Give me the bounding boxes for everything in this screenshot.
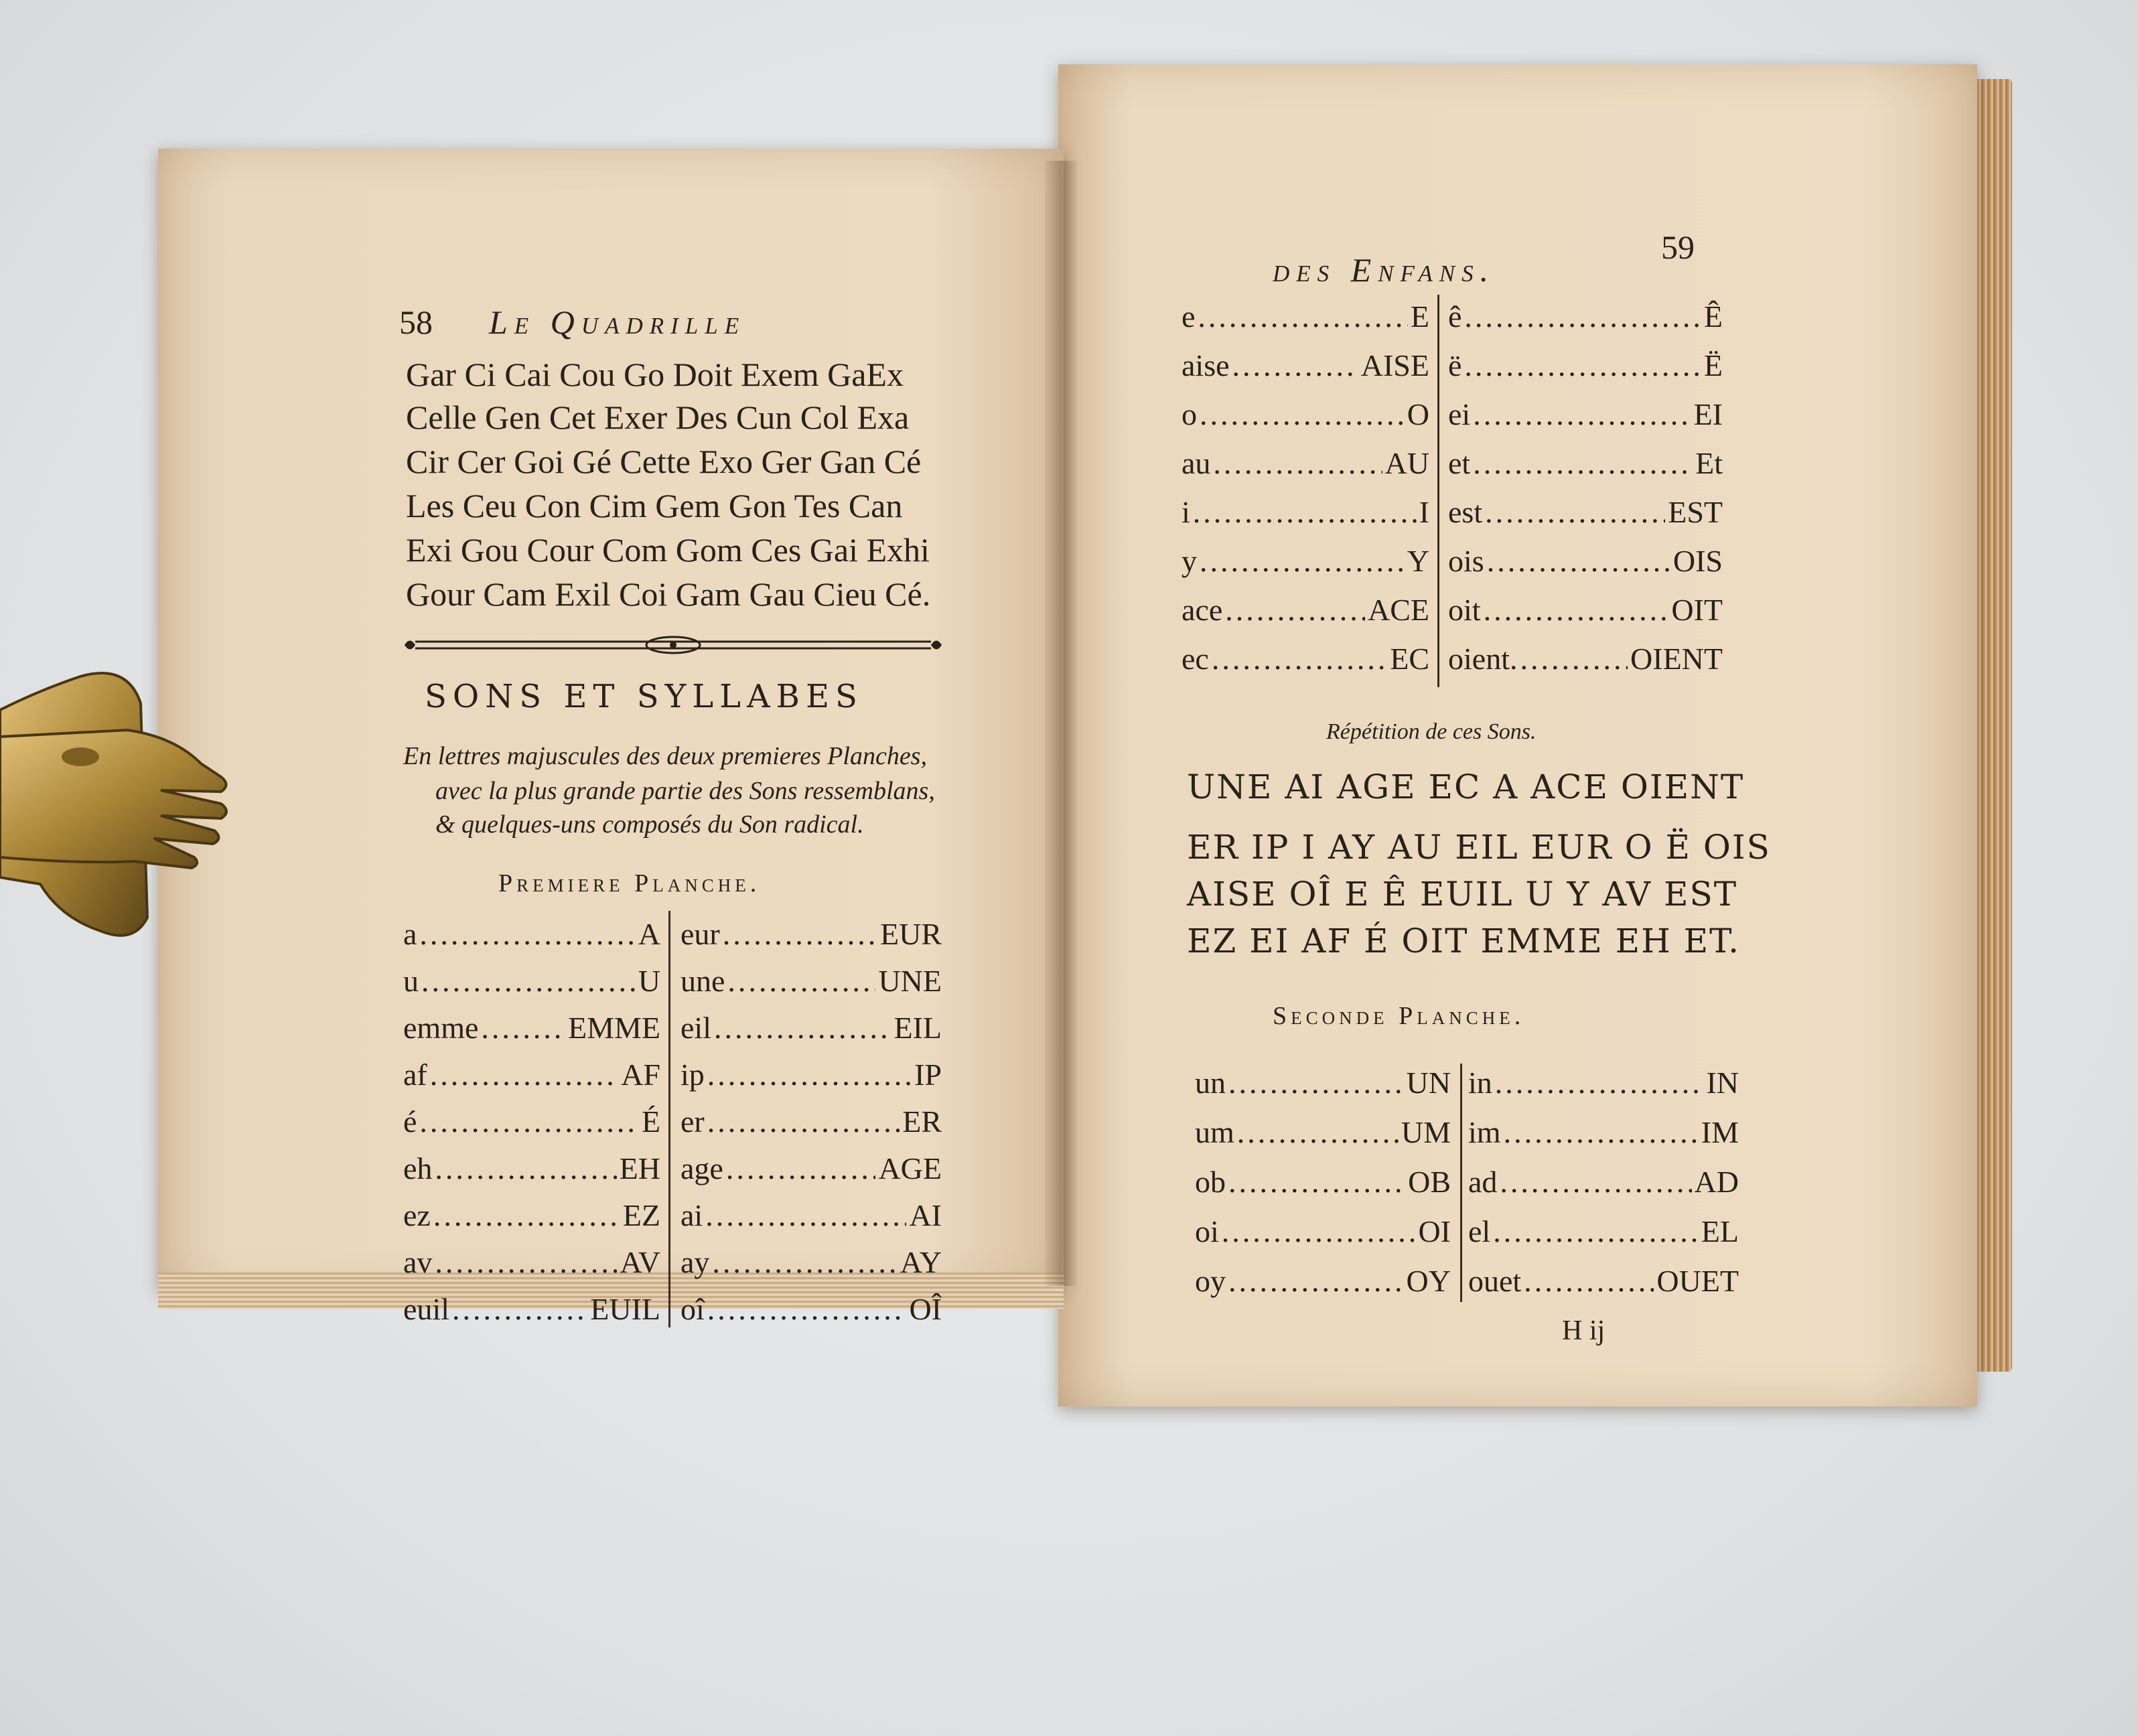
subtitle-line: avec la plus grande partie des Sons ressemblans,: [435, 777, 935, 805]
uppercase-sound: AF: [621, 1058, 660, 1092]
lowercase-sound: er: [681, 1104, 705, 1139]
sound-row: [403, 1151, 660, 1186]
uppercase-sound: OIT: [1671, 593, 1723, 627]
column-divider: [668, 911, 670, 1327]
uppercase-sound: OI: [1418, 1214, 1451, 1248]
column-divider: [1437, 295, 1439, 687]
uppercase-sound: AY: [900, 1245, 942, 1279]
lowercase-sound: aise: [1182, 348, 1230, 382]
lowercase-sound: euil: [403, 1292, 449, 1326]
uppercase-sound: ACE: [1368, 593, 1429, 627]
lowercase-sound: une: [681, 964, 725, 998]
sound-row: [1195, 1114, 1451, 1150]
ornamental-rule: [402, 632, 944, 659]
dot-leader: [435, 1244, 617, 1280]
uppercase-sound: EMME: [568, 1011, 660, 1045]
sound-row: [681, 1010, 942, 1045]
sound-row: [681, 963, 942, 999]
dot-leader: [1524, 1263, 1654, 1299]
uppercase-sound: U: [638, 964, 660, 998]
dot-leader: [1212, 641, 1387, 676]
sound-row: [681, 1151, 942, 1186]
uppercase-sound: EUR: [880, 917, 942, 951]
dot-leader: [1500, 1164, 1691, 1200]
lowercase-sound: af: [403, 1058, 427, 1092]
sound-row: [1448, 641, 1723, 676]
table-heading: Premiere Planche.: [498, 869, 761, 897]
sound-row: [1182, 641, 1429, 676]
lowercase-sound: ay: [681, 1245, 710, 1279]
right-page-number: 59: [1661, 228, 1695, 266]
sound-row: [1182, 494, 1429, 530]
uppercase-sound: EC: [1390, 642, 1429, 676]
lowercase-sound: e: [1182, 299, 1196, 334]
uppercase-sound: UM: [1401, 1115, 1451, 1149]
dot-leader: [481, 1010, 565, 1045]
sound-row: [403, 1104, 660, 1139]
lowercase-sound: ei: [1448, 397, 1471, 431]
sound-row: [681, 1104, 942, 1139]
dot-leader: [707, 1291, 907, 1327]
lowercase-sound: é: [403, 1104, 417, 1139]
sound-row: [1468, 1214, 1739, 1249]
dot-leader: [433, 1198, 620, 1233]
sound-row: [681, 1291, 942, 1327]
lowercase-sound: ad: [1468, 1165, 1498, 1199]
sound-row: [403, 916, 660, 952]
uppercase-sound: UN: [1406, 1066, 1451, 1100]
dot-leader: [1464, 348, 1701, 383]
lowercase-sound: y: [1182, 544, 1197, 578]
sound-row: [1182, 543, 1429, 579]
sound-row: [403, 963, 660, 999]
uppercase-sound: EST: [1668, 495, 1723, 529]
dot-leader: [1198, 299, 1407, 334]
dot-leader: [1464, 299, 1701, 334]
dot-leader: [1228, 1164, 1405, 1200]
uppercase-sound: EUIL: [590, 1292, 660, 1326]
subtitle-line: & quelques-uns composés du Son radical.: [435, 810, 864, 839]
uppercase-sound: OB: [1408, 1165, 1451, 1199]
dot-leader: [1200, 396, 1405, 432]
uppercase-sound: Ê: [1703, 299, 1723, 334]
sound-row: [1468, 1164, 1739, 1200]
sound-row: [1448, 543, 1723, 579]
sound-row: [1448, 592, 1723, 628]
table2-heading: Seconde Planche.: [1273, 1002, 1525, 1030]
section-title: SONS ET SYLLABES: [425, 678, 863, 715]
syllable-line: Exi Gou Cour Com Gom Ces Gai Exhi: [406, 531, 930, 569]
uppercase-sound: OIS: [1672, 544, 1723, 578]
uppercase-sound: Y: [1407, 544, 1429, 578]
sound-row: [1195, 1214, 1451, 1249]
dot-leader: [1473, 396, 1691, 432]
column-divider: [1460, 1064, 1462, 1302]
uppercase-sound: IN: [1706, 1066, 1739, 1100]
subtitle-line: En lettres majuscules des deux premieres Planches,: [403, 742, 927, 770]
lowercase-sound: im: [1468, 1115, 1501, 1149]
lowercase-sound: oi: [1195, 1214, 1219, 1248]
uppercase-sound: AD: [1694, 1165, 1739, 1199]
repetition-line: ER IP I AY AU EIL EUR O Ë OIS: [1187, 828, 1771, 867]
dot-leader: [712, 1244, 897, 1280]
dot-leader: [1484, 592, 1669, 628]
dot-leader: [452, 1291, 587, 1327]
sound-row: [1448, 445, 1723, 481]
sound-row: [1182, 348, 1429, 383]
sound-row: [1182, 445, 1429, 481]
left-page-number: 58: [399, 303, 433, 341]
sound-row: [681, 1244, 942, 1280]
right-running-head: des Enfans.: [1273, 251, 1496, 289]
sound-row: [1195, 1164, 1451, 1200]
dot-leader: [1520, 641, 1628, 676]
book-gutter: [1045, 161, 1077, 1286]
sound-row: [681, 916, 942, 952]
lowercase-sound: et: [1448, 446, 1471, 480]
lowercase-sound: i: [1182, 495, 1190, 529]
lowercase-sound: ois: [1448, 544, 1484, 578]
sound-row: [403, 1244, 660, 1280]
repetition-line: AISE OÎ E Ê EUIL U Y AV EST: [1187, 875, 1738, 914]
dot-leader: [1473, 445, 1693, 481]
lowercase-sound: el: [1468, 1214, 1491, 1248]
sound-row: [1182, 299, 1429, 334]
sound-row: [1448, 396, 1723, 432]
lowercase-sound: oient.: [1448, 642, 1518, 676]
dot-leader: [705, 1198, 906, 1233]
dot-leader: [714, 1010, 892, 1045]
dot-leader: [1200, 543, 1405, 579]
uppercase-sound: EIL: [894, 1011, 942, 1045]
dot-leader: [1487, 543, 1670, 579]
lowercase-sound: eh: [403, 1151, 433, 1185]
sound-row: [1195, 1263, 1451, 1299]
uppercase-sound: OIENT: [1630, 642, 1723, 676]
sound-row: [1182, 592, 1429, 628]
dot-leader: [1495, 1065, 1704, 1100]
dot-leader: [1504, 1114, 1699, 1150]
lowercase-sound: oy: [1195, 1264, 1226, 1298]
uppercase-sound: E: [1410, 299, 1429, 334]
sound-row: [403, 1010, 660, 1045]
syllable-line: Cir Cer Goi Gé Cette Exo Ger Gan Cé: [406, 443, 922, 480]
dot-leader: [707, 1104, 900, 1139]
uppercase-sound: ER: [902, 1104, 942, 1139]
repetition-heading: Répétition de ces Sons.: [1326, 719, 1537, 744]
repetition-line: UNE AI AGE EC A ACE OIENT: [1187, 768, 1745, 806]
sound-row: [1448, 494, 1723, 530]
lowercase-sound: um: [1195, 1115, 1234, 1149]
uppercase-sound: EL: [1701, 1214, 1739, 1248]
lowercase-sound: u: [403, 964, 419, 998]
dot-leader: [727, 963, 875, 999]
uppercase-sound: AU: [1384, 446, 1429, 480]
signature-mark: H ij: [1562, 1315, 1606, 1346]
dot-leader: [726, 1151, 876, 1186]
sound-row: [403, 1057, 660, 1092]
lowercase-sound: ob: [1195, 1165, 1226, 1199]
uppercase-sound: AV: [620, 1245, 660, 1279]
sound-row: [403, 1291, 660, 1327]
dot-leader: [421, 963, 636, 999]
dot-leader: [1232, 348, 1358, 383]
sound-row: [1468, 1065, 1739, 1100]
lowercase-sound: a: [403, 917, 417, 951]
lowercase-sound: ë: [1448, 348, 1462, 382]
dot-leader: [1493, 1214, 1699, 1249]
lowercase-sound: un: [1195, 1066, 1226, 1100]
uppercase-sound: OY: [1406, 1264, 1451, 1298]
dot-leader: [1225, 592, 1365, 628]
uppercase-sound: EZ: [622, 1198, 660, 1232]
lowercase-sound: eil: [681, 1011, 711, 1045]
uppercase-sound: A: [638, 917, 660, 951]
lowercase-sound: av: [403, 1245, 433, 1279]
lowercase-sound: in: [1468, 1066, 1492, 1100]
dot-leader: [1228, 1065, 1404, 1100]
uppercase-sound: IM: [1701, 1115, 1739, 1149]
uppercase-sound: Ë: [1703, 348, 1723, 382]
dot-leader: [723, 916, 877, 952]
lowercase-sound: ace: [1182, 593, 1223, 627]
uppercase-sound: É: [641, 1104, 660, 1139]
syllable-line: Gour Cam Exil Coi Gam Gau Cieu Cé.: [406, 575, 931, 613]
lowercase-sound: ê: [1448, 299, 1462, 334]
lowercase-sound: ip: [681, 1058, 705, 1092]
lowercase-sound: emme: [403, 1011, 479, 1045]
uppercase-sound: AGE: [878, 1151, 942, 1185]
uppercase-sound: EH: [619, 1151, 660, 1185]
lowercase-sound: au: [1182, 446, 1211, 480]
brass-hand-clip: [0, 663, 241, 944]
sound-row: [1182, 396, 1429, 432]
sound-row: [1468, 1114, 1739, 1150]
lowercase-sound: o: [1182, 397, 1197, 431]
uppercase-sound: EI: [1693, 397, 1723, 431]
lowercase-sound: ec: [1182, 642, 1209, 676]
lowercase-sound: oit: [1448, 593, 1481, 627]
lowercase-sound: est: [1448, 495, 1483, 529]
dot-leader: [1237, 1114, 1399, 1150]
uppercase-sound: IP: [914, 1058, 942, 1092]
dot-leader: [1222, 1214, 1416, 1249]
dot-leader: [1228, 1263, 1404, 1299]
dot-leader: [435, 1151, 616, 1186]
uppercase-sound: OÎ: [909, 1292, 942, 1326]
uppercase-sound: Et: [1695, 446, 1723, 480]
uppercase-sound: I: [1419, 495, 1429, 529]
dot-leader: [1485, 494, 1665, 530]
sound-row: [1195, 1065, 1451, 1100]
sound-row: [681, 1198, 942, 1233]
dot-leader: [419, 916, 635, 952]
dot-leader: [1193, 494, 1417, 530]
lowercase-sound: ouet: [1468, 1264, 1522, 1298]
lowercase-sound: ai: [681, 1198, 703, 1232]
dot-leader: [707, 1057, 912, 1092]
uppercase-sound: AI: [909, 1198, 942, 1232]
lowercase-sound: ez: [403, 1198, 431, 1232]
sound-row: [1468, 1263, 1739, 1299]
left-running-head: Le Quadrille: [489, 303, 746, 341]
dot-leader: [1213, 445, 1382, 481]
sound-row: [681, 1057, 942, 1092]
uppercase-sound: OUET: [1656, 1264, 1739, 1298]
syllable-line: Celle Gen Cet Exer Des Cun Col Exa: [406, 399, 910, 436]
repetition-line: EZ EI AF É OIT EMME EH ET.: [1187, 922, 1741, 960]
sound-row: [403, 1198, 660, 1233]
lowercase-sound: eur: [681, 917, 720, 951]
sound-row: [1448, 299, 1723, 334]
uppercase-sound: O: [1407, 397, 1429, 431]
syllable-line: Les Ceu Con Cim Gem Gon Tes Can: [406, 487, 903, 524]
lowercase-sound: age: [681, 1151, 723, 1185]
lowercase-sound: oî: [681, 1292, 705, 1326]
uppercase-sound: AISE: [1360, 348, 1429, 382]
dot-leader: [430, 1057, 618, 1092]
syllable-line: Gar Ci Cai Cou Go Doit Exem GaEx: [406, 356, 904, 393]
uppercase-sound: UNE: [878, 964, 942, 998]
sound-row: [1448, 348, 1723, 383]
dot-leader: [419, 1104, 638, 1139]
